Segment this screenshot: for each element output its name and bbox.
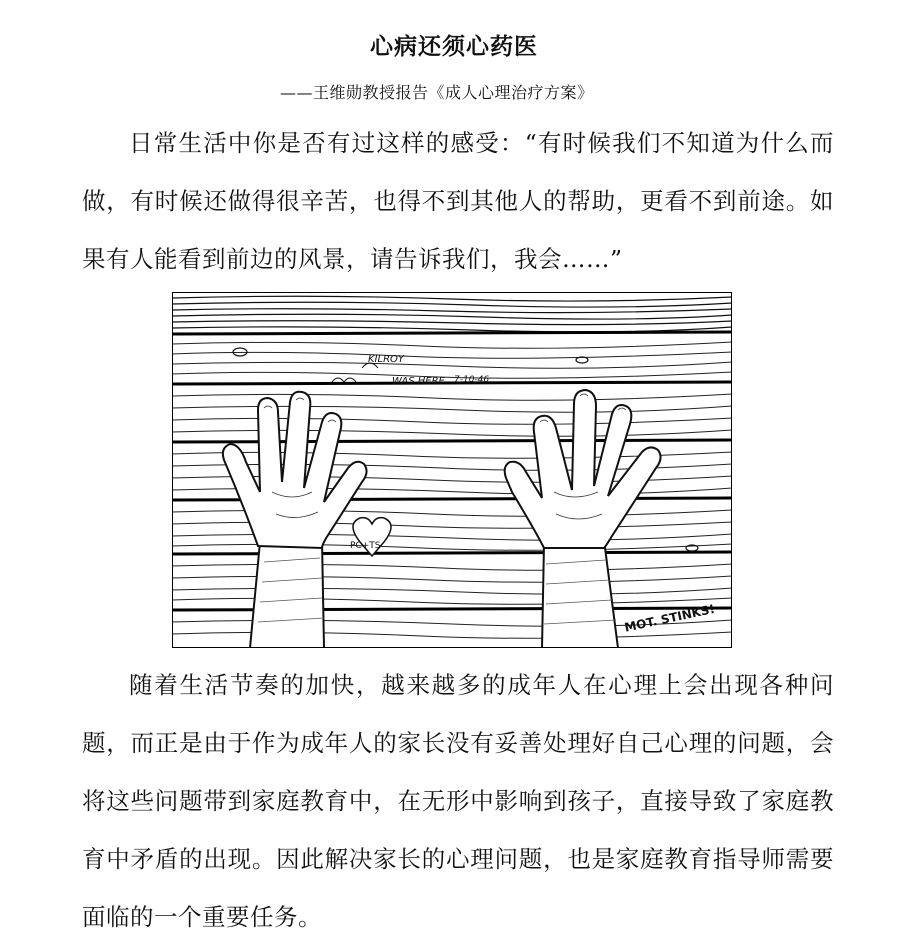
artist-signature: MOT. STINKS! [623, 601, 717, 635]
paragraph-body: 随着生活节奏的加快，越来越多的成年人在心理上会出现各种问题，而正是由于作为成年人的家长没有妥善处理好自己心理的问题，会将这些问题带到家庭教育中，在无形中影响到孩子，直接导致了家庭教育中矛盾的出现。因此解决家长的心理问题，也是家庭教育指导师需要面临的一个重要任务。 [82, 671, 834, 931]
document-subtitle: ——王维勋教授报告《成人心理治疗方案》 [280, 83, 594, 102]
hands-on-fence-drawing-icon [172, 292, 732, 648]
graffiti-kilroy: KILROY [368, 354, 405, 365]
document-title: 心病还须心药医 [370, 33, 538, 60]
heart-initials: PC+TS [350, 541, 381, 551]
graffiti-was-here: WAS HERE [392, 376, 445, 387]
graffiti-date: 7-10-46 [454, 375, 490, 385]
paragraph-intro: 日常生活中你是否有过这样的感受：“有时候我们不知道为什么而做，有时候还做得很辛苦，也得不到其他人的帮助，更看不到前途。如果有人能看到前边的风景，请告诉我们，我会……” [82, 129, 834, 273]
